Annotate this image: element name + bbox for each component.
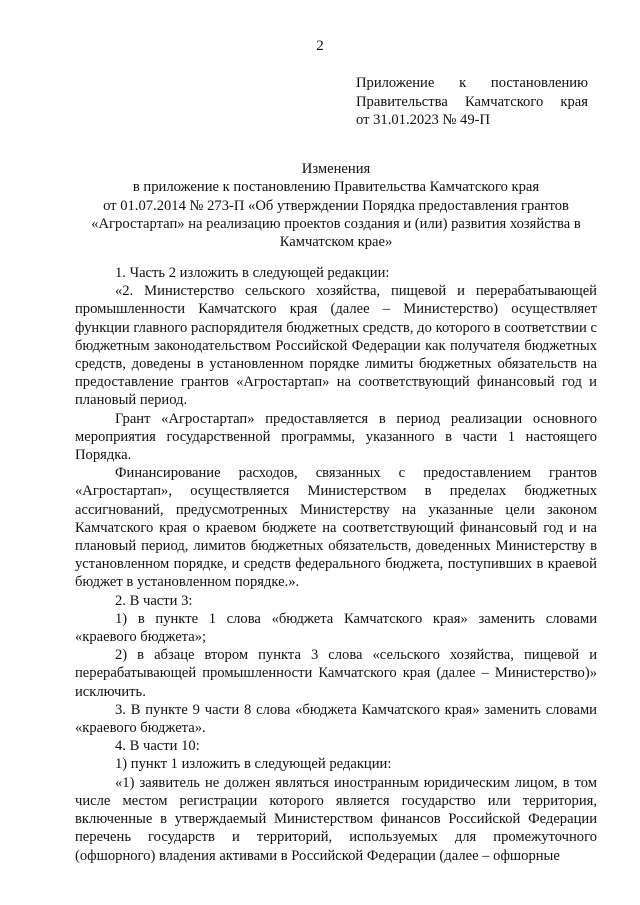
paragraph: 4. В части 10: xyxy=(115,738,200,755)
paragraph: Финансирование расходов, связанных с предоставлением грантов «Агростартап», осуществляется Министерством в пределах бюджетных ассигнований, предусмотренных Министерству на указанные цели законом Камчатского края о краевом бюджете на соответствующий финансовый год и на плановый период, лимитов бюджетных обязательств, доведенных Министерству в установленном порядке, и средств федерального бюджета, поступивших в краевой бюджет в установленном порядке.». xyxy=(75,465,597,591)
paragraph: «2. Министерство сельского хозяйства, пищевой и перерабатывающей промышленности Камчатского края (далее – Министерство) осуществляет функции главного распорядителя бюджетных средств, до которого в соответствии с бюджетным законодательством Российской Федерации как получателя бюджетных средств, доведены в установленном порядке лимиты бюджетных обязательств на предоставление грантов «Агростартап» на соответствующий финансовый год и плановый период. xyxy=(75,283,597,409)
appendix-line: от 31.01.2023 № 49-П xyxy=(356,112,491,128)
paragraph: «1) заявитель не должен являться иностранным юридическим лицом, в том числе местом регистрации которого является государство или территория, включенные в утверждаемый Министерством финансов Российской Федерации перечень государств и территорий, используемых для промежуточного (офшорного) владения активами в Российской Федерации (далее – офшорные xyxy=(75,774,597,864)
document-body xyxy=(75,264,597,865)
title-line: «Агростартап» на реализацию проектов создания и (или) развития хозяйства в xyxy=(91,215,581,232)
paragraph: 1. Часть 2 изложить в следующей редакции: xyxy=(115,265,390,281)
title-line: Камчатском крае» xyxy=(279,234,393,251)
title-line: от 01.07.2014 № 273-П «Об утверждении Порядка предоставления грантов xyxy=(103,197,569,214)
paragraph: 2) в абзаце втором пункта 3 слова «сельского хозяйства, пищевой и перерабатывающей промышленности Камчатского края (далее – Министерство)» исключить. xyxy=(75,647,597,700)
paragraph: 3. В пункте 9 части 8 слова «бюджета Камчатского края» заменить словами «краевого бюджета». xyxy=(75,701,597,737)
paragraph: 1) пункт 1 изложить в следующей редакции: xyxy=(115,756,392,773)
document-title xyxy=(75,160,597,251)
appendix-reference xyxy=(356,74,588,130)
title-line: в приложение к постановлению Правительства Камчатского края xyxy=(132,179,540,196)
title-line: Изменения xyxy=(301,161,371,177)
page-number: 2 xyxy=(316,38,324,54)
paragraph: 2. В части 3: xyxy=(115,592,193,609)
paragraph: Грант «Агростартап» предоставляется в период реализации основного мероприятия государственной программы, указанного в части 1 настоящего Порядка. xyxy=(75,410,597,464)
appendix-line: Правительства Камчатского края xyxy=(356,93,588,110)
appendix-line: Приложение к постановлению xyxy=(356,75,588,91)
paragraph: 1) в пункте 1 слова «бюджета Камчатского края» заменить словами «краевого бюджета»; xyxy=(75,610,597,646)
